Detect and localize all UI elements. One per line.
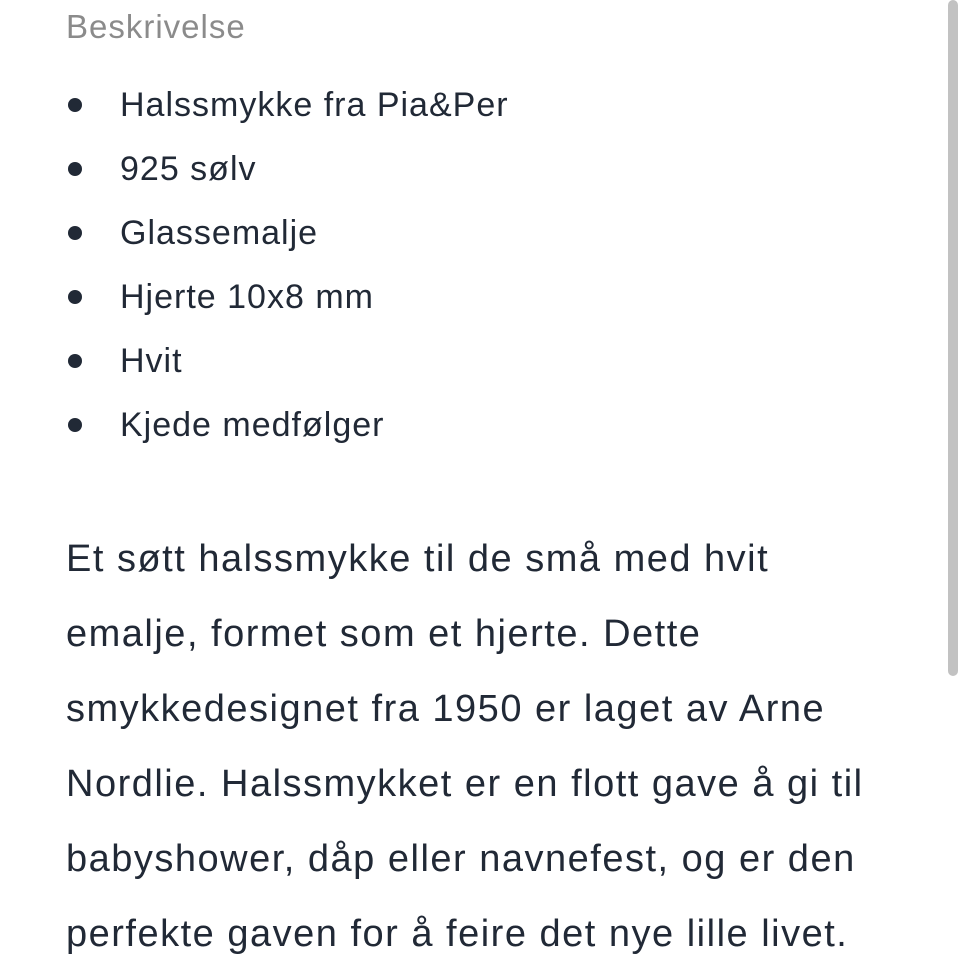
description-line: perfekte gaven for å feire det nye lille livet. <box>66 913 849 955</box>
scrollbar-thumb[interactable] <box>948 0 958 676</box>
description-line: babyshower, dåp eller navnefest, og er den <box>66 838 856 880</box>
list-item-label: Hjerte 10x8 mm <box>120 278 374 316</box>
list-item <box>66 265 509 329</box>
description-line: smykkedesignet fra 1950 er laget av Arne <box>66 688 826 730</box>
bullet-icon <box>68 354 82 368</box>
bullet-icon <box>68 290 82 304</box>
description-paragraph <box>66 522 864 964</box>
section-title: Beskrivelse <box>66 8 246 45</box>
list-item <box>66 201 509 265</box>
list-item <box>66 137 509 201</box>
list-item-label: Halssmykke fra Pia&Per <box>120 86 509 124</box>
list-item-label: Glassemalje <box>120 214 319 252</box>
spec-list <box>66 73 509 457</box>
bullet-icon <box>68 418 82 432</box>
description-line: Nordlie. Halssmykket er en flott gave å gi til <box>66 763 864 805</box>
list-item <box>66 73 509 137</box>
list-item <box>66 393 509 457</box>
bullet-icon <box>68 162 82 176</box>
list-item <box>66 329 509 393</box>
list-item-label: 925 sølv <box>120 150 257 188</box>
bullet-icon <box>68 226 82 240</box>
list-item-label: Kjede medfølger <box>120 406 385 444</box>
description-line: Et søtt halssmykke til de små med hvit <box>66 538 770 580</box>
description-line: emalje, formet som et hjerte. Dette <box>66 613 702 655</box>
list-item-label: Hvit <box>120 342 183 380</box>
bullet-icon <box>68 98 82 112</box>
